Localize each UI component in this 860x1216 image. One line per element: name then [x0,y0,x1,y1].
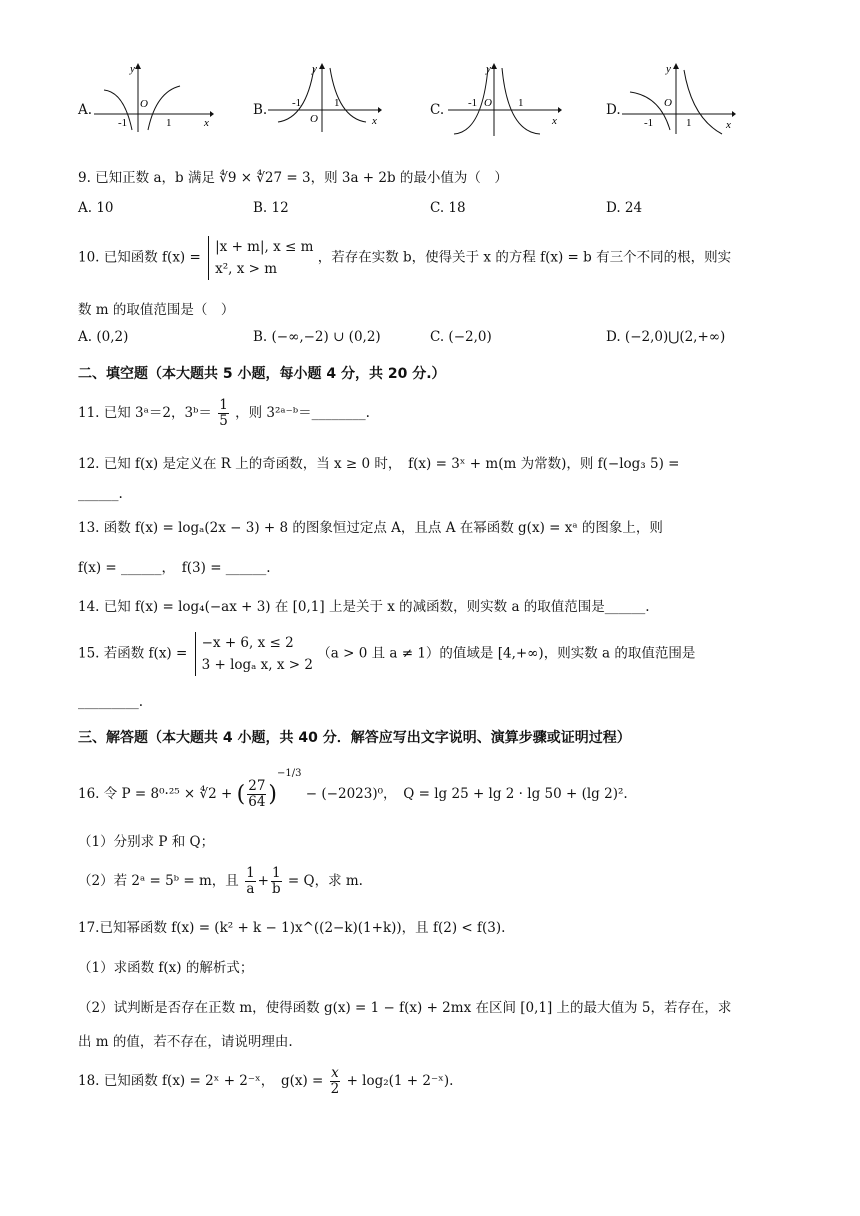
q16-part2-prefix: （2）若 2ᵃ = 5ᵇ = m，且 [78,873,239,889]
q12-line1: 12. 已知 f(x) 是定义在 R 上的奇函数，当 x ≥ 0 时， f(x) = 3ˣ + m(m 为常数)，则 f(−log₃ 5) = [78,456,680,472]
q17-part1: （1）求函数 f(x) 的解析式； [78,960,254,976]
svg-text:O: O [310,113,318,125]
graph-b-letter: B. [253,102,268,118]
q10-prefix: 10. 已知函数 f(x) = [78,249,201,266]
q18-fraction: $\frac{x}{2}$ [330,1065,340,1097]
graph-c [448,62,563,137]
q11 [78,398,370,429]
graph-a-origin: O [140,98,148,110]
svg-text:1: 1 [334,97,340,109]
q13-line1: 13. 函数 f(x) = logₐ(2x − 3) + 8 的图象恒过定点 A，且点 A 在幂函数 g(x) = xᵃ 的图象上，则 [78,520,663,536]
q16-p-suffix: − (−2023)⁰， Q = lg 25 + lg 2 · lg 50 + (lg 2)². [305,786,628,802]
q17-part2-line1: （2）试判断是否存在正数 m，使得函数 g(x) = 1 − f(x) + 2mx 在区间 [0,1] 上的最大值为 5，若存在，求 [78,1000,732,1016]
q10-suffix: ，若存在实数 b，使得关于 x 的方程 f(x) = b 有三个不同的根，则实 [317,249,732,266]
q14: 14. 已知 f(x) = log₄(−ax + 3) 在 [0,1] 上是关于 x 的减函数，则实数 a 的取值范围是______. [78,599,650,615]
q16-exponent: −1/3 [277,768,302,779]
section-2-heading: 二、填空题（本大题共 5 小题，每小题 4 分，共 20 分.） [78,366,446,382]
q17-stem: 17.已知幂函数 f(x) = (k² + k − 1)x^((2−k)(1+k))，且 f(2) < f(3). [78,920,506,936]
q18-stem [78,1066,453,1097]
q16-fraction: $\frac{27}{64}$ [248,778,266,810]
q9-option-d: D. 24 [606,200,643,216]
q10-option-c: C. (−2,0) [430,329,492,345]
q16-stem: 16. 令 P = 8⁰·²⁵ × ∜2 + ( $\frac{27}{64}$ )$^{-1/3}$ − (−2023)⁰， Q = lg 25 + lg 2 · lg 50 + (lg 2)². [78,768,628,810]
q15-piecewise [195,632,313,676]
q10-line2: 数 m 的取值范围是（ ） [78,302,235,318]
q10-option-a: A. (0,2) [78,329,129,345]
svg-text:x: x [726,119,731,131]
graph-b [268,62,383,132]
q9-option-a: A. 10 [78,200,114,216]
svg-text:y: y [312,63,317,75]
q9-stem: 9. 已知正数 a，b 满足 ∜9 × ∜27 = 3，则 3a + 2b 的最小值为（ ） [78,170,508,186]
q10-case2: x², x > m [215,261,278,277]
graph-a [94,62,214,132]
q17-part2-line2: 出 m 的值，若不存在，请说明理由. [78,1034,293,1050]
svg-text:O: O [484,97,492,109]
q16-frac-a: $\frac{1}{a}$ [246,865,255,897]
svg-text:-1: -1 [292,97,302,109]
q10-option-b: B. (−∞,−2) ∪ (0,2) [253,329,381,345]
svg-text:-1: -1 [644,117,654,129]
q16-part2-suffix: = Q，求 m. [287,873,363,889]
svg-text:x: x [552,115,557,127]
graph-a-letter: A. [78,102,93,118]
svg-text:-1: -1 [468,97,478,109]
q11-fraction: $\frac{1}{5}$ [219,397,228,429]
q11-suffix: ，则 3²ᵃ⁻ᵇ＝________. [235,405,370,421]
graph-a-tick-pos: 1 [166,117,172,129]
q11-prefix: 11. 已知 3ᵃ＝2，3ᵇ＝ [78,405,212,421]
q16-part1: （1）分别求 P 和 Q； [78,834,215,850]
graph-c-letter: C. [430,102,445,118]
graph-a-tick-neg: -1 [118,117,128,129]
q16-frac-b: $\frac{1}{b}$ [271,865,281,897]
section-3-heading: 三、解答题（本大题共 4 小题，共 40 分．解答应写出文字说明、演算步骤或证明过程） [78,730,631,746]
graph-d-letter: D. [606,102,621,118]
q10-option-d: D. (−2,0)⋃(2,+∞) [606,329,726,345]
svg-text:1: 1 [518,97,524,109]
q16-p-prefix: 16. 令 P = 8⁰·²⁵ × ∜2 + [78,786,233,802]
q15-suffix: （a > 0 且 a ≠ 1）的值域是 [4,+∞)，则实数 a 的取值范围是 [317,645,696,662]
q10-case1: |x + m|, x ≤ m [215,239,314,255]
q16-part2: （2）若 2ᵃ = 5ᵇ = m，且 $\frac{1}{a}$ + $\frac{1}{b}$ = Q，求 m. [78,865,363,897]
q10-piecewise [208,236,313,280]
svg-text:y: y [486,63,491,75]
q15-case2: 3 + logₐ x, x > 2 [201,657,313,673]
q9-option-b: B. 12 [253,200,289,216]
graph-a-ylabel: y [130,63,135,75]
q15-case1: −x + 6, x ≤ 2 [201,635,294,651]
q18-suffix: + log₂(1 + 2⁻ˣ). [346,1073,454,1089]
graph-d [622,62,737,137]
q15-line2: _________. [78,694,144,710]
q15-stem [78,632,695,676]
svg-text:1: 1 [686,117,692,129]
q13-line2: f(x) = ______， f(3) = ______. [78,560,271,576]
q9-option-c: C. 18 [430,200,466,216]
q10-stem [78,236,731,280]
svg-text:O: O [664,97,672,109]
svg-text:y: y [666,63,671,75]
q18-prefix: 18. 已知函数 f(x) = 2ˣ + 2⁻ˣ， g(x) = [78,1073,324,1089]
graph-a-xlabel: x [204,117,209,129]
svg-text:x: x [372,115,377,127]
q15-prefix: 15. 若函数 f(x) = [78,645,188,662]
q12-line2: ______. [78,486,123,502]
